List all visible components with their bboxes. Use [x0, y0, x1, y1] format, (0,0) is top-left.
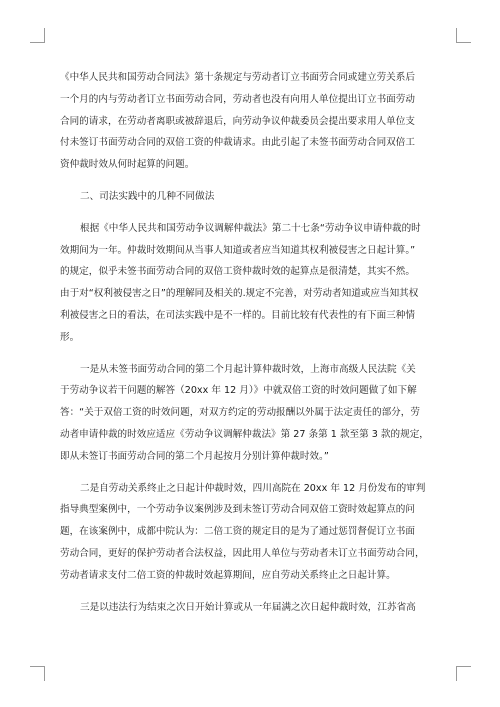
text-line: 形。 [60, 331, 80, 343]
text-line: 效期间为一年。仲裁时效期间从当事人知道或者应当知道其权利被侵害之日起计算。” [60, 244, 416, 256]
text-line: 劳动者请求支付二倍工资的仲裁时效起算期间，应自劳动关系终止之日起计算。 [60, 569, 396, 581]
text-line: 《中华人民共和国劳动合同法》第十条规定与劳动者订立书面劳合同或建立劳关系后 [60, 72, 415, 83]
crop-mark-top-left [30, 28, 45, 43]
paragraph-practice-one [60, 359, 442, 468]
document-body [60, 67, 442, 628]
crop-mark-top-right [456, 28, 471, 43]
text-line: 资仲裁时效从何时起算的问题。 [60, 159, 195, 171]
text-line: 指导典型案例中，一个劳动争议案例涉及到未签订劳动合同双倍工资时效起算点的问 [60, 504, 415, 516]
crop-mark-bottom-right [456, 666, 471, 681]
paragraph-intro [60, 67, 442, 176]
paragraph-practice-three [60, 597, 442, 619]
text-line: 由于对“权利被侵害之日”的理解同及相关的.规定不完善，对劳动者知道或应当知其权 [60, 288, 419, 300]
section-heading [60, 186, 442, 208]
text-line: 一个月的内与劳动者订立书面劳动合同，劳动者也没有向用人单位提出订立书面劳动 [60, 93, 415, 105]
crop-mark-bottom-left [30, 666, 45, 681]
text-line: 二是自劳动关系终止之日起计仲裁时效，四川高院在 20xx 年 12 月份发布的审判 [80, 482, 426, 494]
text-line: 三是以违法行为结束之次日开始计算或从一年届满之次日起仲裁时效，江苏省高 [80, 601, 416, 613]
text-line: 合同的请求，在劳动者离职或被辞退后，向劳动争议仲裁委员会提出要求用人单位支 [60, 115, 415, 127]
text-line: 根据《中华人民共和国劳动争议调解仲裁法》第二十七条“劳动争议申请仲裁的时 [80, 222, 421, 234]
heading-text: 二、司法实践中的几种不同做法 [80, 190, 215, 202]
text-line: 的规定，似乎未签书面劳动合同的双倍工资仲裁时效的起算点是很清楚，其实不然。 [60, 266, 415, 278]
text-line: 付未签订书面劳动合同的双倍工资的仲裁请求。由此引起了未签书面劳动合同双倍工 [60, 137, 415, 149]
text-line: 即从未签订书面劳动合同的第二个月起按月分别计算仲裁时效。” [60, 450, 329, 462]
text-line: 一是从未签书面劳动合同的第二个月起计算仲裁时效，上海市高级人民法院《关 [80, 363, 416, 375]
text-line: 于劳动争议若干问题的解答（20xx 年 12 月）》中就双倍工资的时效问题做了如下解 [60, 385, 417, 397]
text-line: 劳动合同，更好的保护劳动者合法权益，因此用人单位与劳动者未订立书面劳动合同， [60, 547, 425, 559]
paragraph-law-article [60, 218, 442, 349]
text-line: 动者申请仲裁的时效应适应《劳动争议调解仲裁法》第 27 条第 1 款至第 3 款的规定， [60, 428, 429, 440]
text-line: 利被侵害之日的看法，在司法实践中是不一样的。目前比较有代表性的有下面三种情 [60, 309, 415, 321]
text-line: 答：“关于双倍工资的时效问题，对双方约定的劳动报酬以外属于法定责任的部分，劳 [60, 407, 420, 419]
paragraph-practice-two [60, 478, 442, 587]
text-line: 题，在该案例中，成都中院认为：二倍工资的规定目的是为了通过惩罚督促订立书面 [60, 526, 415, 538]
